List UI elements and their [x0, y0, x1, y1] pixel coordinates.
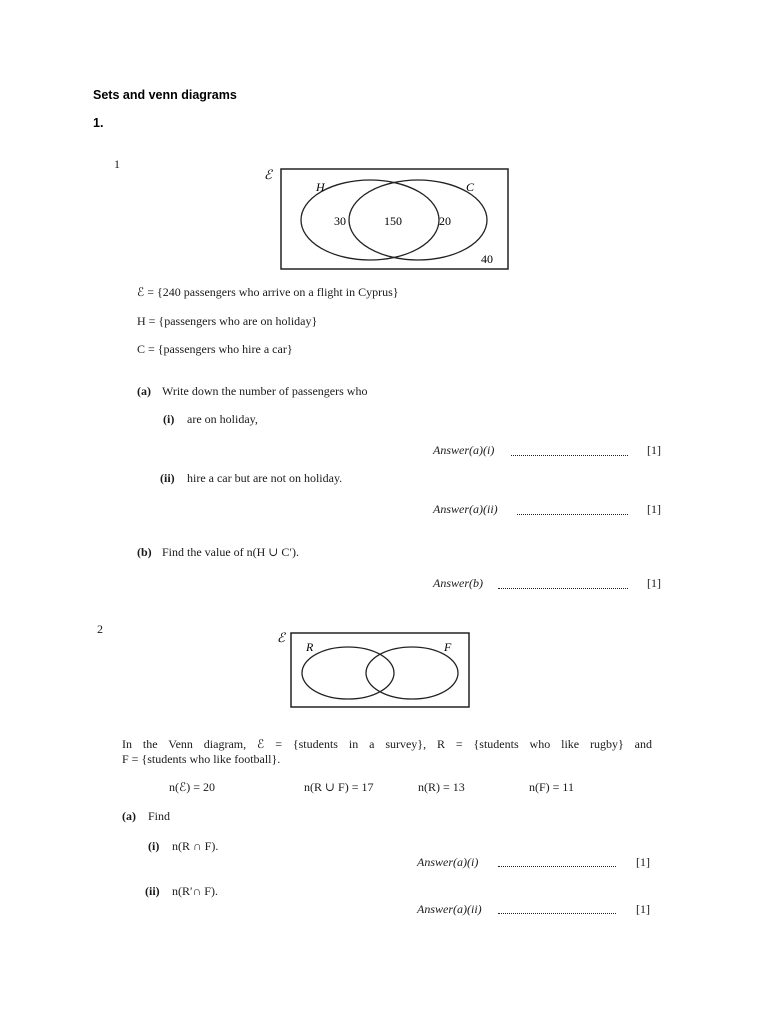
q2-part-ai-label: (i) [148, 839, 160, 853]
q1-intersection-value: 150 [384, 214, 402, 228]
q1-part-a-text: Write down the number of passengers who [162, 384, 368, 398]
q2-answer-aii-marks: [1] [636, 902, 650, 916]
q1-venn-diagram [255, 163, 515, 275]
q2-given-union: n(R ∪ F) = 17 [304, 780, 374, 794]
q1-set-c-label: C [466, 180, 475, 194]
q1-only-c-value: 20 [439, 214, 451, 228]
q2-set-f-label: F [444, 640, 452, 654]
q1-universal-symbol: ℰ [264, 167, 272, 182]
q2-part-ai-text: n(R ∩ F). [172, 839, 219, 853]
q1-answer-ai-label: Answer(a)(i) [433, 443, 495, 457]
q2-given-universal: n(ℰ) = 20 [169, 780, 216, 794]
q2-set-f-circle [366, 647, 458, 699]
q2-part-a-label: (a) [122, 809, 136, 823]
q1-def-h: H = {passengers who are on holiday} [137, 314, 318, 328]
q1-set-h-label: H [316, 180, 325, 194]
q1-def-c: C = {passengers who hire a car} [137, 342, 293, 356]
q2-answer-ai-line[interactable] [498, 858, 616, 867]
q2-number: 2 [97, 622, 103, 636]
q1-answer-b-marks: [1] [647, 576, 661, 590]
q1-answer-b-line[interactable] [498, 580, 628, 589]
q1-answer-aii-marks: [1] [647, 502, 661, 516]
q1-answer-ai-line[interactable] [511, 447, 628, 456]
section-number: 1. [93, 116, 104, 130]
q2-answer-aii-line[interactable] [498, 905, 616, 914]
q1-part-a-label: (a) [137, 384, 151, 398]
page-title: Sets and venn diagrams [93, 88, 237, 102]
q2-answer-ai-label: Answer(a)(i) [417, 855, 479, 869]
q2-set-r-label: R [306, 640, 314, 654]
q1-part-aii-label: (ii) [160, 471, 175, 485]
q1-outside-value: 40 [481, 252, 493, 266]
q2-given-f: n(F) = 11 [529, 780, 574, 794]
q2-part-aii-text: n(R′∩ F). [172, 884, 218, 898]
q2-answer-ai-marks: [1] [636, 855, 650, 869]
q1-part-ai-text: are on holiday, [187, 412, 258, 426]
q2-answer-aii-label: Answer(a)(ii) [417, 902, 482, 916]
q1-part-b-text: Find the value of n(H ∪ C′). [162, 545, 299, 559]
q2-part-a-text: Find [148, 809, 171, 823]
q2-universal-symbol: ℰ [277, 630, 285, 645]
q1-only-h-value: 30 [334, 214, 346, 228]
q1-part-ai-label: (i) [163, 412, 175, 426]
q2-universal-box [291, 633, 469, 707]
q2-venn-diagram [270, 628, 476, 710]
q1-answer-aii-label: Answer(a)(ii) [433, 502, 498, 516]
q1-def-universal: ℰ = {240 passengers who arrive on a flight in Cyprus} [137, 285, 399, 299]
q2-intro-line1: In the Venn diagram, ℰ = {students in a survey}, R = {students who like rugby} and [122, 737, 652, 751]
q1-answer-aii-line[interactable] [517, 506, 628, 515]
q1-part-aii-text: hire a car but are not on holiday. [187, 471, 343, 485]
q1-answer-ai-marks: [1] [647, 443, 661, 457]
q2-part-aii-label: (ii) [145, 884, 160, 898]
q2-intro-line2: F = {students who like football}. [122, 752, 281, 766]
q1-number: 1 [114, 157, 120, 171]
q1-answer-b-label: Answer(b) [433, 576, 483, 590]
q1-part-b-label: (b) [137, 545, 152, 559]
q2-given-r: n(R) = 13 [418, 780, 465, 794]
